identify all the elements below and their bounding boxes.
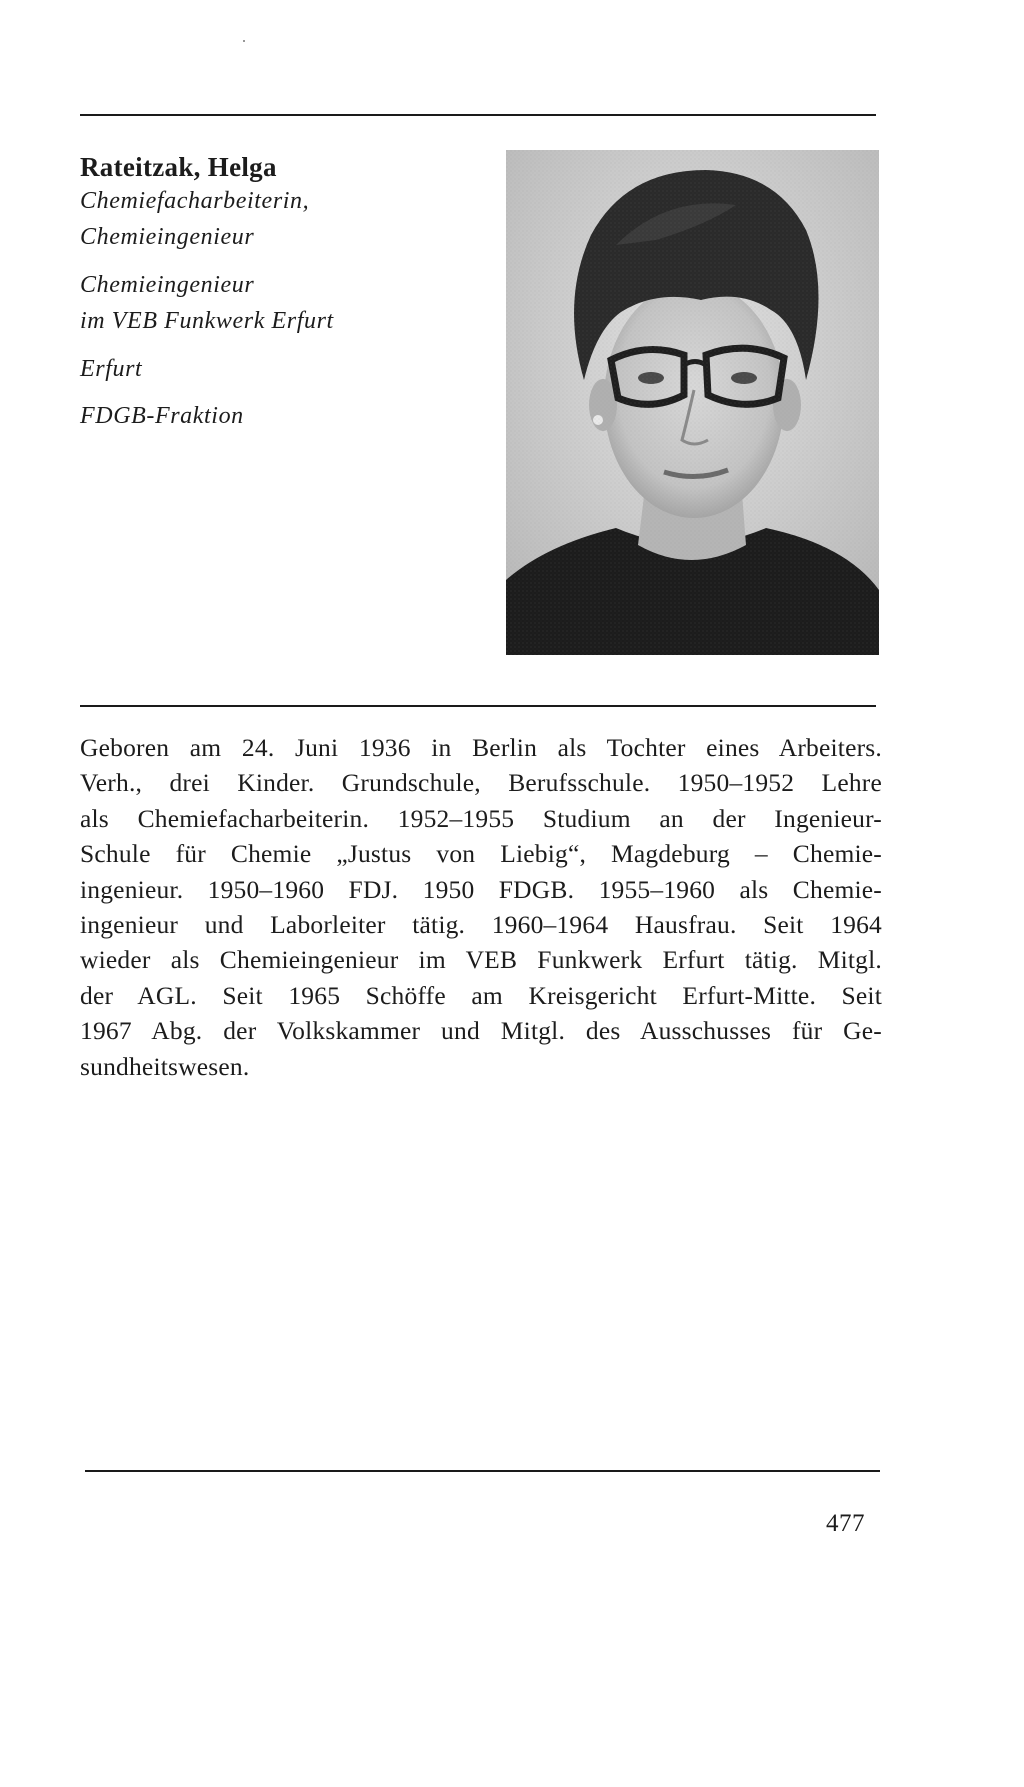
biography-line: ingenieur. 1950–1960 FDJ. 1950 FDGB. 1955–1960 als Chemie-	[80, 874, 882, 904]
page-number: 477	[826, 1510, 865, 1537]
biography-line: wieder als Chemieingenieur im VEB Funkwerk Erfurt tätig. Mitgl.	[80, 945, 882, 975]
biography-line: Geboren am 24. Juni 1936 in Berlin als Tochter eines Arbeiters.	[80, 733, 882, 762]
person-name: Rateitzak, Helga	[80, 152, 277, 182]
middle-rule	[80, 705, 876, 707]
biography-line: Schule für Chemie „Justus von Liebig“, Magdeburg – Chemie-	[80, 839, 882, 869]
constituency-line: Erfurt	[80, 356, 143, 382]
current-position-line: Chemieingenieur	[80, 272, 255, 298]
occupation-line: Chemiefacharbeiterin,	[80, 188, 310, 214]
biography-line: der AGL. Seit 1965 Schöffe am Kreisgericht Erfurt-Mitte. Seit	[80, 980, 882, 1010]
workplace-line: im VEB Funkwerk Erfurt	[80, 308, 334, 334]
biography-line: 1967 Abg. der Volkskammer und Mitgl. des Ausschusses für Ge-	[80, 1016, 882, 1046]
biography-line: Verh., drei Kinder. Grundschule, Berufsschule. 1950–1952 Lehre	[80, 768, 882, 798]
top-rule	[80, 114, 876, 116]
bottom-rule	[85, 1470, 880, 1472]
biography-line: sundheitswesen.	[80, 1051, 250, 1081]
speck-mark	[243, 40, 245, 42]
occupation-line: Chemieingenieur	[80, 224, 255, 250]
biography	[80, 730, 882, 1084]
portrait-photo	[506, 150, 879, 655]
biography-line: als Chemiefacharbeiterin. 1952–1955 Studium an der Ingenieur-	[80, 803, 882, 833]
faction-line: FDGB-Fraktion	[80, 403, 244, 429]
biography-line: ingenieur und Laborleiter tätig. 1960–1964 Hausfrau. Seit 1964	[80, 909, 882, 939]
